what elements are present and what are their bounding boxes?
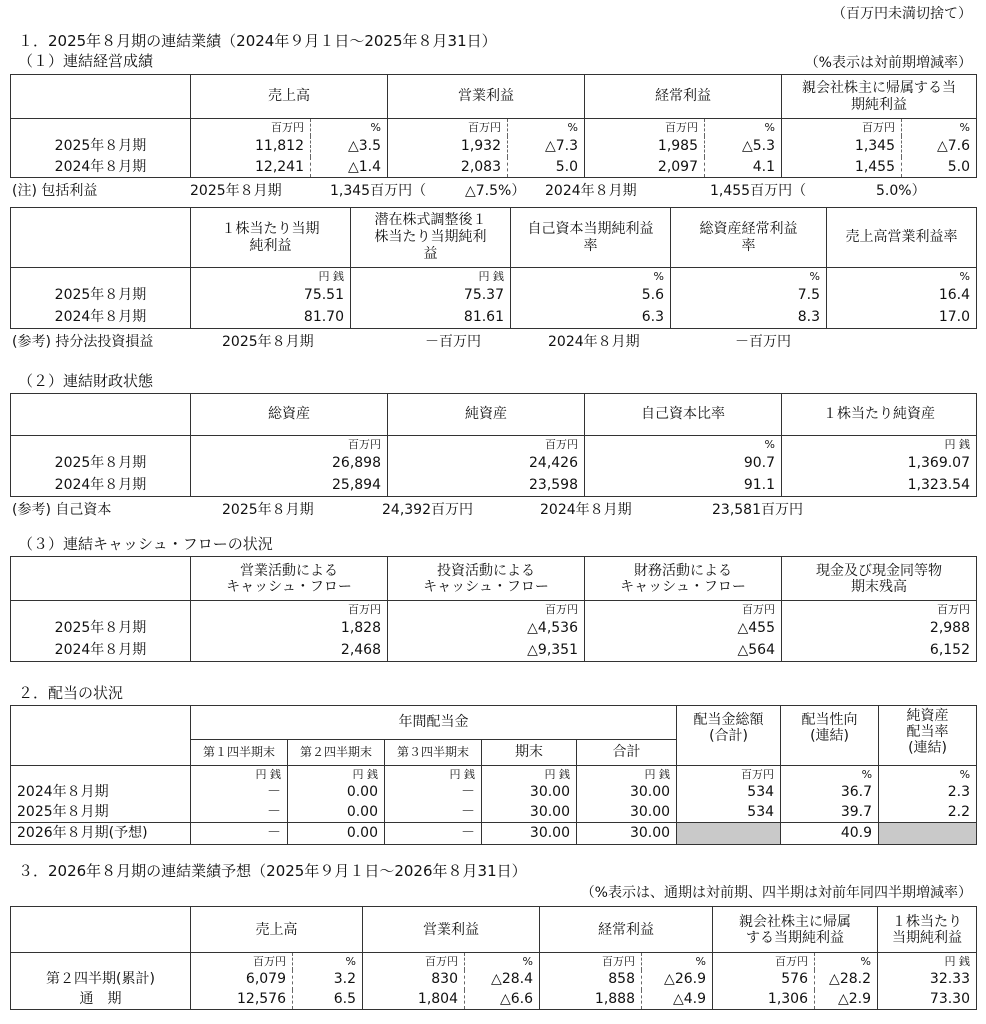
cell: 39.7 — [781, 803, 879, 823]
unit: 百万円 — [540, 953, 642, 970]
header-q2: 第２四半期末 — [288, 740, 385, 766]
ref-period: 2025年８月期 — [222, 502, 314, 518]
cell: 2,988 — [782, 618, 977, 640]
unit: 円 銭 — [288, 766, 385, 783]
table-row — [11, 157, 977, 178]
header-line: 純資産 — [906, 708, 949, 724]
cell: － — [191, 803, 288, 823]
cell: 6,152 — [782, 640, 977, 662]
cell: 1,828 — [191, 618, 388, 640]
header-net-assets: 純資産 — [388, 394, 585, 436]
table-row — [11, 453, 977, 475]
cell: 26,898 — [191, 453, 388, 475]
header-line: キャッシュ・フロー — [620, 578, 746, 595]
header-diluted-eps: 潜在株式調整後１株当たり当期純利益 — [351, 208, 511, 268]
cell: 858 — [540, 970, 642, 990]
row-label: 2025年８月期 — [11, 618, 191, 640]
unit-row — [11, 119, 977, 136]
unit: 円 銭 — [782, 436, 977, 453]
cell: 25,894 — [191, 475, 388, 497]
header-roa: 総資産経常利益率 — [671, 208, 827, 268]
dividends-table — [10, 705, 977, 845]
table-row — [11, 307, 977, 329]
cell: △9,351 — [388, 640, 585, 662]
header-year-end: 期末 — [482, 740, 577, 766]
row-label: 第２四半期(累計) — [11, 970, 191, 990]
note-value: 1,455百万円（ — [710, 183, 807, 199]
cell: 3.2 — [293, 970, 363, 990]
header-line: 配当金総額 — [693, 712, 764, 728]
cell: 40.9 — [781, 823, 879, 845]
unit: % — [815, 953, 878, 970]
cell: 8.3 — [671, 307, 827, 329]
ref-period: 2024年８月期 — [540, 502, 632, 518]
cell: 6.3 — [511, 307, 671, 329]
cell: △7.3 — [508, 136, 585, 157]
unit: % — [293, 953, 363, 970]
unit: 円 銭 — [191, 766, 288, 783]
equity-method-label: (参考) 持分法投資損益 — [12, 334, 154, 350]
unit: % — [311, 119, 388, 136]
cell: 1,323.54 — [782, 475, 977, 497]
ref-value: 24,392百万円 — [382, 502, 473, 518]
header-line: 投資活動による — [437, 562, 535, 579]
header-line: 親会社株主に帰属 — [739, 913, 851, 930]
cell: 17.0 — [827, 307, 977, 329]
row-label: 2024年８月期 — [11, 783, 191, 803]
unit: 百万円 — [191, 119, 311, 136]
unit: 百万円 — [782, 119, 902, 136]
cell: － — [191, 783, 288, 803]
cell: 16.4 — [827, 285, 977, 307]
ref-period: 2024年８月期 — [548, 334, 640, 350]
header-cash-balance — [782, 557, 977, 601]
table-row-forecast — [11, 823, 977, 845]
header-eps: １株当たり当期純利益 — [191, 208, 351, 268]
cell: 73.30 — [878, 990, 977, 1010]
unit: 百万円 — [191, 601, 388, 618]
cell: 1,888 — [540, 990, 642, 1010]
header-line: 現金及び現金同等物 — [816, 562, 942, 579]
header-line: 期末残高 — [851, 578, 907, 595]
cell: △455 — [585, 618, 782, 640]
unit-row — [11, 601, 977, 618]
unit-row — [11, 766, 977, 783]
cell: 32.33 — [878, 970, 977, 990]
note-value: 1,345百万円（ — [330, 183, 427, 199]
header-roe: 自己資本当期純利益率 — [511, 208, 671, 268]
header-q1: 第１四半期末 — [191, 740, 288, 766]
cell: 1,985 — [585, 136, 705, 157]
header-bps: １株当たり純資産 — [782, 394, 977, 436]
table-row — [11, 618, 977, 640]
equity-label: (参考) 自己資本 — [12, 502, 112, 518]
header-operating-profit: 営業利益 — [388, 75, 585, 119]
cell: 0.00 — [288, 823, 385, 845]
cell: 2,083 — [388, 157, 508, 178]
cell: 6,079 — [191, 970, 293, 990]
unit: % — [508, 119, 585, 136]
cell-shaded — [879, 823, 977, 845]
header-line: １株当たり — [892, 913, 962, 930]
cell: 12,241 — [191, 157, 311, 178]
header-line: 配当率 — [906, 724, 949, 741]
table-row — [11, 285, 977, 307]
header-eps — [878, 907, 977, 953]
cell: 2.2 — [879, 803, 977, 823]
cell: △6.6 — [465, 990, 540, 1010]
cell: － — [191, 823, 288, 845]
ref-value: －百万円 — [735, 334, 791, 350]
cell: 4.1 — [705, 157, 782, 178]
table-row — [11, 475, 977, 497]
cell: △4,536 — [388, 618, 585, 640]
cell: 5.0 — [508, 157, 585, 178]
unit: % — [465, 953, 540, 970]
unit: 百万円 — [677, 766, 781, 783]
table-row — [11, 783, 977, 803]
row-label: 2026年８月期(予想) — [11, 823, 191, 845]
unit: 百万円 — [191, 436, 388, 453]
header-ordinary-profit: 経常利益 — [585, 75, 782, 119]
unit-note: （百万円未満切捨て） — [832, 6, 972, 22]
unit: 百万円 — [782, 601, 977, 618]
header-investing-cf — [388, 557, 585, 601]
cell: 5.6 — [511, 285, 671, 307]
cell: 30.00 — [577, 803, 677, 823]
financial-position-table — [10, 393, 977, 497]
cell: － — [385, 783, 482, 803]
row-label: 2024年８月期 — [11, 640, 191, 662]
unit: % — [902, 119, 977, 136]
unit: 円 銭 — [878, 953, 977, 970]
cell: 1,804 — [363, 990, 465, 1010]
cell: 0.00 — [288, 803, 385, 823]
header-sales: 売上高 — [191, 907, 363, 953]
cell: 1,306 — [713, 990, 815, 1010]
unit: 百万円 — [585, 601, 782, 618]
unit: 百万円 — [191, 953, 293, 970]
header-financing-cf — [585, 557, 782, 601]
unit: 百万円 — [388, 119, 508, 136]
header-line: 当期純利益 — [892, 929, 962, 946]
cell: 830 — [363, 970, 465, 990]
table-row — [11, 990, 977, 1010]
ref-period: 2025年８月期 — [222, 334, 314, 350]
cell: 90.7 — [585, 453, 782, 475]
unit: 円 銭 — [577, 766, 677, 783]
unit: % — [671, 268, 827, 285]
cell: 11,812 — [191, 136, 311, 157]
cell: 2,468 — [191, 640, 388, 662]
row-label: 2024年８月期 — [11, 475, 191, 497]
cell: 534 — [677, 783, 781, 803]
header-line: する当期純利益 — [746, 929, 844, 946]
unit: 百万円 — [388, 601, 585, 618]
header-equity-ratio: 自己資本比率 — [585, 394, 782, 436]
note-period: 2025年８月期 — [190, 183, 282, 199]
header-doe — [879, 706, 977, 766]
unit: % — [511, 268, 671, 285]
unit: 百万円 — [388, 436, 585, 453]
header-operating-cf — [191, 557, 388, 601]
cell: － — [385, 803, 482, 823]
cell: 30.00 — [482, 823, 577, 845]
cell: △5.3 — [705, 136, 782, 157]
cell: 75.37 — [351, 285, 511, 307]
cell: △26.9 — [642, 970, 713, 990]
header-total-dividend — [677, 706, 781, 766]
unit: % — [642, 953, 713, 970]
unit-row — [11, 436, 977, 453]
cell: 75.51 — [191, 285, 351, 307]
header-operating-profit: 営業利益 — [363, 907, 540, 953]
cell: 91.1 — [585, 475, 782, 497]
header-total-assets: 総資産 — [191, 394, 388, 436]
cell: 534 — [677, 803, 781, 823]
cell: 6.5 — [293, 990, 363, 1010]
table-row — [11, 970, 977, 990]
forecast-table — [10, 906, 977, 1010]
cell: △3.5 — [311, 136, 388, 157]
header-payout — [781, 706, 879, 766]
header-line: 財務活動による — [634, 562, 732, 579]
unit: 円 銭 — [191, 268, 351, 285]
unit: % — [705, 119, 782, 136]
table-row — [11, 640, 977, 662]
cell: 81.70 — [191, 307, 351, 329]
section-title-forecast: ３．2026年８月期の連結業績予想（2025年９月１日～2026年８月31日） — [18, 862, 527, 880]
unit: % — [781, 766, 879, 783]
unit: 円 銭 — [351, 268, 511, 285]
row-label: 2025年８月期 — [11, 285, 191, 307]
pct-note: （%表示は対前期増減率） — [804, 55, 972, 71]
header-q3: 第３四半期末 — [385, 740, 482, 766]
cell: △2.9 — [815, 990, 878, 1010]
cell: 30.00 — [482, 783, 577, 803]
header-op-margin: 売上高営業利益率 — [827, 208, 977, 268]
note-period: 2024年８月期 — [545, 183, 637, 199]
cell: 2.3 — [879, 783, 977, 803]
table-row — [11, 803, 977, 823]
per-share-table — [10, 207, 977, 329]
note-pct: △7.5%） — [465, 183, 526, 199]
unit: 円 銭 — [385, 766, 482, 783]
note-pct: 5.0%） — [876, 183, 926, 199]
header-line: (合計) — [709, 728, 748, 745]
row-label: 2025年８月期 — [11, 803, 191, 823]
cell: △28.4 — [465, 970, 540, 990]
cell: 2,097 — [585, 157, 705, 178]
cell: 1,455 — [782, 157, 902, 178]
cell: 24,426 — [388, 453, 585, 475]
unit: % — [879, 766, 977, 783]
cell-shaded — [677, 823, 781, 845]
cell: 1,345 — [782, 136, 902, 157]
subsection-operating-results: （１）連結経営成績 — [18, 52, 154, 70]
unit: 百万円 — [363, 953, 465, 970]
forecast-pct-note: （%表示は、通期は対前期、四半期は対前年同四半期増減率） — [580, 885, 972, 901]
unit: 円 銭 — [482, 766, 577, 783]
cell: 81.61 — [351, 307, 511, 329]
row-label: 2024年８月期 — [11, 307, 191, 329]
subsection-financial-position: （２）連結財政状態 — [18, 372, 154, 390]
cell: 0.00 — [288, 783, 385, 803]
cell: 1,932 — [388, 136, 508, 157]
cell: 7.5 — [671, 285, 827, 307]
cell: 30.00 — [482, 803, 577, 823]
cell: △564 — [585, 640, 782, 662]
row-label: 2025年８月期 — [11, 453, 191, 475]
operating-results-table — [10, 74, 977, 178]
cell: △28.2 — [815, 970, 878, 990]
cell: 23,598 — [388, 475, 585, 497]
section-title-results: １．2025年８月期の連結業績（2024年９月１日～2025年８月31日） — [18, 32, 497, 50]
cell: △7.6 — [902, 136, 977, 157]
header-ordinary-profit: 経常利益 — [540, 907, 713, 953]
cell: － — [385, 823, 482, 845]
header-net-income — [713, 907, 878, 953]
unit: 百万円 — [713, 953, 815, 970]
unit-row — [11, 953, 977, 970]
header-line: (連結) — [810, 728, 849, 745]
subsection-cash-flow: （３）連結キャッシュ・フローの状況 — [18, 535, 273, 553]
cell: 30.00 — [577, 823, 677, 845]
table-row — [11, 136, 977, 157]
row-label: 2025年８月期 — [11, 136, 191, 157]
cell: △1.4 — [311, 157, 388, 178]
header-sales: 売上高 — [191, 75, 388, 119]
header-net-income: 親会社株主に帰属する当期純利益 — [782, 75, 977, 119]
header-line: キャッシュ・フロー — [226, 578, 352, 595]
header-line: 営業活動による — [240, 562, 338, 579]
cell: △4.9 — [642, 990, 713, 1010]
cell: 1,369.07 — [782, 453, 977, 475]
header-total: 合計 — [577, 740, 677, 766]
ref-value: 23,581百万円 — [712, 502, 803, 518]
note-label: (注) 包括利益 — [12, 183, 98, 199]
cell: 36.7 — [781, 783, 879, 803]
unit: % — [827, 268, 977, 285]
unit: 百万円 — [585, 119, 705, 136]
unit-row — [11, 268, 977, 285]
cash-flow-table — [10, 556, 977, 662]
cell: 12,576 — [191, 990, 293, 1010]
unit: % — [585, 436, 782, 453]
cell: 5.0 — [902, 157, 977, 178]
row-label: 通 期 — [11, 990, 191, 1010]
row-label: 2024年８月期 — [11, 157, 191, 178]
header-annual-dividend: 年間配当金 — [191, 706, 677, 740]
header-line: キャッシュ・フロー — [423, 578, 549, 595]
header-line: (連結) — [908, 740, 947, 757]
cell: 30.00 — [577, 783, 677, 803]
ref-value: －百万円 — [425, 334, 481, 350]
cell: 576 — [713, 970, 815, 990]
header-line: 配当性向 — [801, 712, 858, 728]
section-title-dividends: ２．配当の状況 — [18, 684, 124, 702]
